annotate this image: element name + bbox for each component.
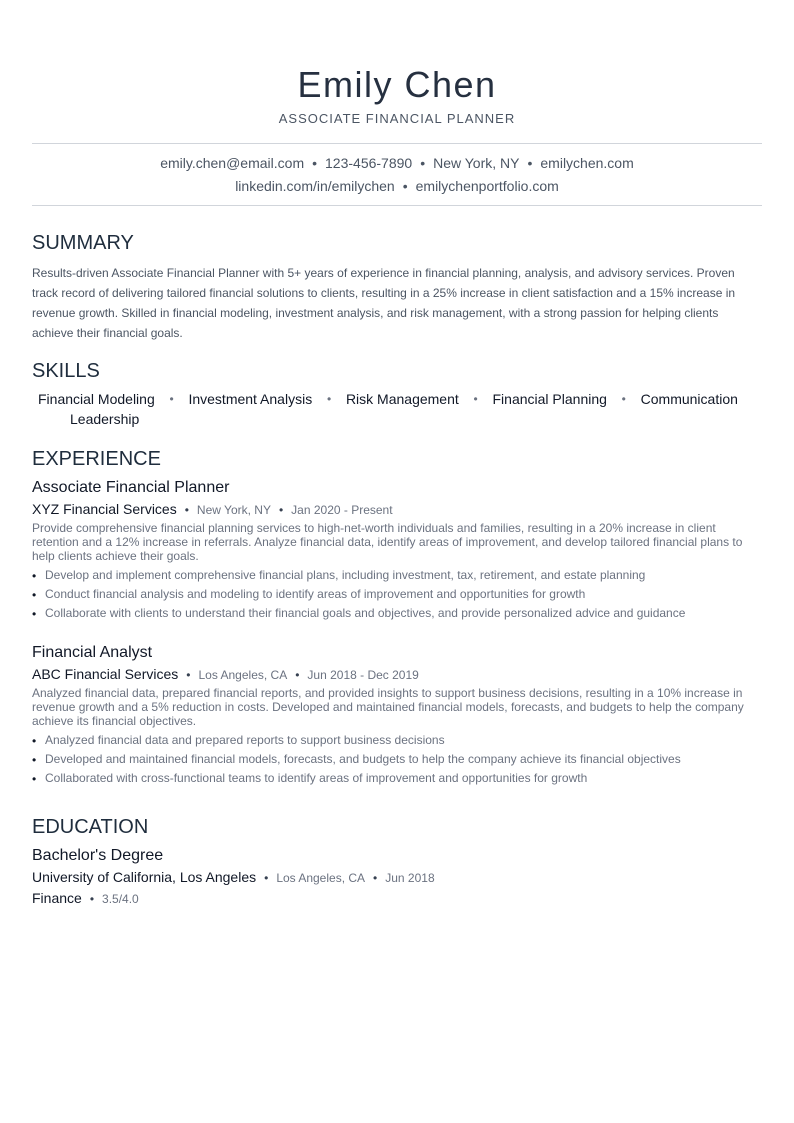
education-field	[32, 888, 762, 909]
resume-page	[32, 0, 762, 909]
skill-item: Investment Analysis	[188, 391, 313, 407]
job-dates: Jan 2020 - Present	[291, 503, 393, 517]
experience-heading: EXPERIENCE	[32, 448, 161, 470]
separator-dot: •	[264, 871, 269, 885]
job-title: Financial Analyst	[32, 644, 153, 661]
job-meta	[32, 499, 762, 520]
contact-line-2	[32, 175, 762, 198]
skill-item: Financial Modeling	[38, 391, 155, 407]
education-meta	[32, 867, 762, 888]
contact-block	[32, 143, 762, 206]
separator-dot: •	[186, 668, 191, 682]
job-description: Provide comprehensive financial planning services to high-net-worth individuals and families, resulting in a 20% increase in client retention and a 12% increase in referrals. Analyze financial data, identify areas of improvement, and develop tailored financial plans to help clients achieve their goals.	[32, 521, 743, 563]
candidate-name: Emily Chen	[297, 64, 497, 105]
graduation-date: Jun 2018	[385, 871, 435, 885]
linkedin-link[interactable]: linkedin.com/in/emilychen	[235, 178, 395, 194]
website-link[interactable]: emilychen.com	[540, 155, 634, 171]
list-item: • Develop and implement comprehensive financial plans, including investment, tax, retirement, and estate planning	[32, 566, 762, 585]
gpa-value: 3.5/4.0	[102, 892, 139, 906]
phone-text: 123-456-7890	[325, 155, 413, 171]
separator-dot: •	[278, 503, 284, 517]
candidate-role: ASSOCIATE FINANCIAL PLANNER	[278, 111, 516, 126]
job-bullets	[32, 731, 762, 788]
job-entry	[32, 477, 762, 623]
separator-dot: •	[527, 155, 533, 171]
skills-list	[32, 389, 762, 429]
separator-dot: •	[621, 392, 626, 406]
field-of-study: Finance	[32, 890, 82, 906]
degree-title: Bachelor's Degree	[32, 847, 164, 864]
separator-dot: •	[169, 392, 174, 406]
separator-dot: •	[473, 392, 478, 406]
job-title: Associate Financial Planner	[32, 479, 230, 496]
skill-item: Communication	[640, 391, 738, 407]
list-item: • Analyzed financial data and prepared reports to support business decisions	[32, 731, 762, 750]
list-item: • Collaborate with clients to understand their financial goals and objectives, and provide personalized advice and guidance	[32, 604, 762, 623]
separator-dot: •	[326, 392, 332, 406]
job-bullets	[32, 566, 762, 623]
location-text: New York, NY	[433, 155, 520, 171]
job-entry	[32, 642, 762, 788]
skill-item: Leadership	[70, 411, 140, 427]
separator-dot: •	[402, 178, 408, 194]
job-location: New York, NY	[196, 503, 271, 517]
company-name: XYZ Financial Services	[32, 501, 177, 517]
skill-item: Risk Management	[345, 391, 459, 407]
school-location: Los Angeles, CA	[276, 871, 366, 885]
separator-dot: •	[420, 155, 426, 171]
list-item: • Conduct financial analysis and modeling to identify areas of improvement and opportunities for growth	[32, 585, 762, 604]
separator-dot: •	[373, 871, 378, 885]
list-item: • Developed and maintained financial models, forecasts, and budgets to help the company achieve its financial objectives	[32, 750, 762, 769]
separator-dot: •	[184, 503, 189, 517]
education-heading: EDUCATION	[32, 816, 149, 838]
skills-heading: SKILLS	[32, 360, 100, 382]
separator-dot: •	[295, 668, 300, 682]
list-item: • Collaborated with cross-functional teams to identify areas of improvement and opportunities for growth	[32, 769, 762, 788]
contact-line-1	[32, 152, 762, 175]
summary-heading: SUMMARY	[32, 232, 134, 254]
skill-item: Financial Planning	[492, 391, 607, 407]
education-entry	[32, 845, 762, 909]
summary-text: Results-driven Associate Financial Planner with 5+ years of experience in financial planning, analysis, and advisory services. Proven track record of delivering tailored financial solutions to clients, resulting in a 25% increase in client satisfaction and a 15% increase in revenue growth. Skilled in financial modeling, investment analysis, and risk management, with a strong passion for helping clients achieve their financial goals.	[32, 266, 736, 340]
separator-dot: •	[89, 892, 95, 906]
portfolio-link[interactable]: emilychenportfolio.com	[415, 178, 559, 194]
company-name: ABC Financial Services	[32, 666, 179, 682]
job-meta	[32, 664, 762, 685]
job-dates: Jun 2018 - Dec 2019	[307, 668, 419, 682]
separator-dot: •	[312, 155, 318, 171]
job-location: Los Angeles, CA	[198, 668, 288, 682]
email-link[interactable]: emily.chen@email.com	[160, 155, 305, 171]
school-name: University of California, Los Angeles	[32, 869, 257, 885]
job-description: Analyzed financial data, prepared financial reports, and provided insights to support business decisions, resulting in a 10% increase in revenue growth and a 5% reduction in costs. Developed and maintained financial models, forecasts, and budgets to help the company achieve its financial objectives.	[32, 686, 744, 728]
